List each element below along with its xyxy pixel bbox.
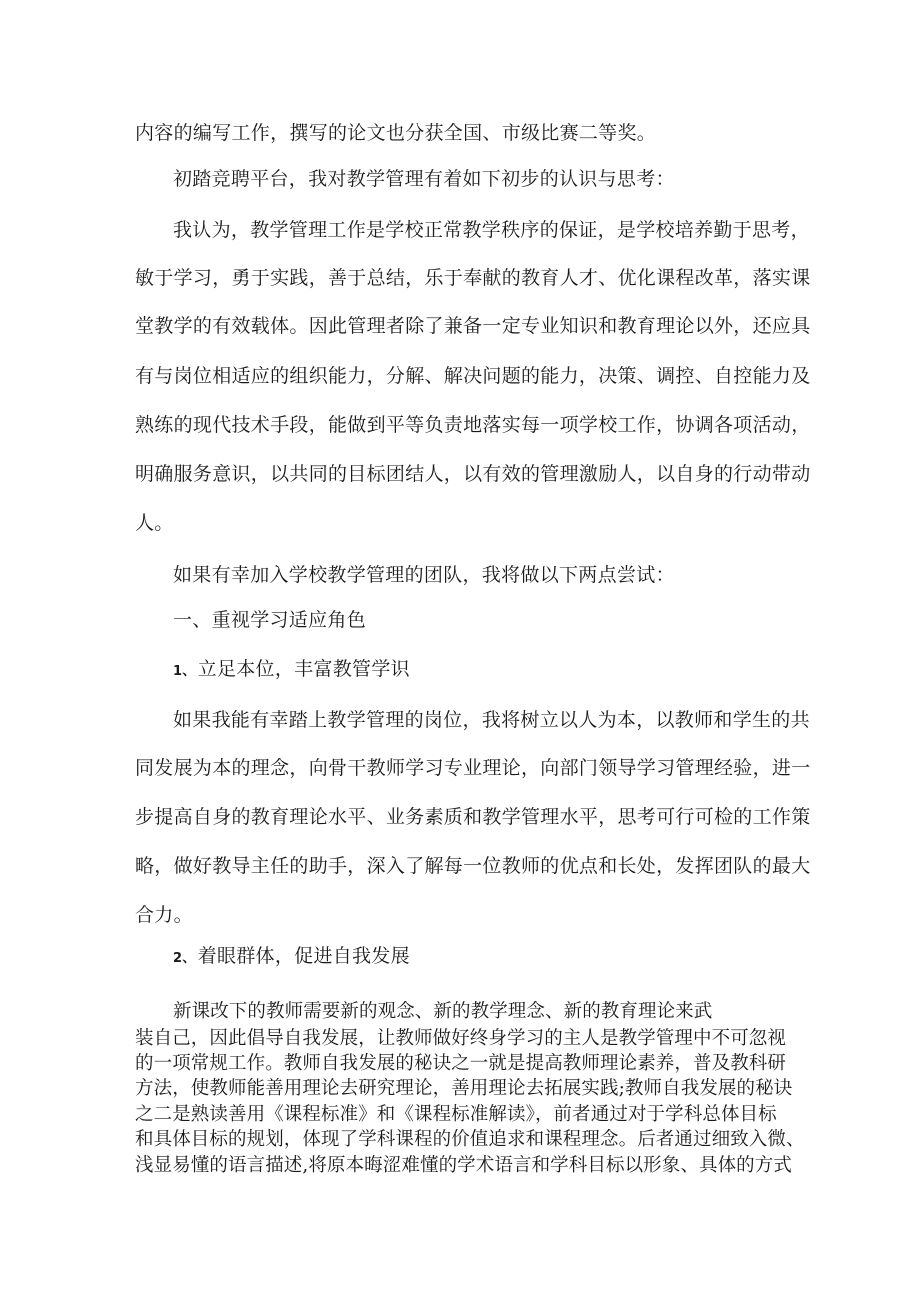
subsection-number: 1、 (173, 664, 196, 679)
paragraph-line: 我认为，教学管理工作是学校正常教学秩序的保证，是学校培养勤于思考， (173, 219, 810, 241)
paragraph-line: 方法，使教师能善用理论去研究理论，善用理论去拓展实践;教师自我发展的秘诀 (135, 1078, 793, 1099)
paragraph-line: 敏于学习，勇于实践，善于总结，乐于奉献的教育人才、优化课程改革，落实课 (135, 267, 811, 289)
paragraph-line: 装自己，因此倡导自我发展，让教师做好终身学习的主人是教学管理中不可忽视 (135, 1028, 787, 1049)
paragraph-line: 内容的编写工作，撰写的论文也分获全国、市级比赛二等奖。 (135, 122, 657, 144)
paragraph-line: 略，做好教导主任的助手，深入了解每一位教师的优点和长处，发挥团队的最大 (135, 855, 811, 877)
paragraph-line: 新课改下的教师需要新的观念、新的教学理念、新的教育理论来武 (173, 1001, 713, 1022)
subsection-title: 着眼群体，促进自我发展 (197, 945, 410, 967)
subsection-heading-2 (173, 944, 410, 971)
section-heading: 一、重视学习适应角色 (173, 609, 367, 631)
paragraph-line: 有与岗位相适应的组织能力，分解、解决问题的能力，决策、调控、自控能力及 (135, 365, 811, 387)
paragraph-line: 合力。 (135, 904, 193, 926)
paragraph-line: 堂教学的有效载体。因此管理者除了兼备一定专业知识和教育理论以外，还应具 (135, 315, 811, 337)
paragraph-line: 浅显易懂的语言描述,将原本晦涩难懂的学术语言和学科目标以形象、具体的方式 (135, 1155, 792, 1176)
paragraph-line: 如果我能有幸踏上教学管理的岗位，我将树立以人为本，以教师和学生的共 (173, 709, 810, 731)
paragraph-line: 初踏竞聘平台，我对教学管理有着如下初步的认识与思考： (173, 168, 675, 190)
paragraph-line: 人。 (135, 512, 174, 534)
paragraph-line: 之二是熟读善用《课程标准》和《课程标准解读》，前者通过对于学科总体目标 (135, 1104, 777, 1125)
paragraph-line: 熟练的现代技术手段，能做到平等负责地落实每一项学校工作，协调各项活动， (135, 414, 811, 436)
subsection-heading-1 (173, 657, 410, 684)
paragraph-line: 的一项常规工作。教师自我发展的秘诀之一就是提高教师理论素养，普及教科研 (135, 1053, 787, 1074)
paragraph-line: 步提高自身的教育理论水平、业务素质和教学管理水平，思考可行可检的工作策 (135, 806, 811, 828)
paragraph-line: 如果有幸加入学校教学管理的团队，我将做以下两点尝试： (173, 564, 675, 586)
paragraph-line: 同发展为本的理念，向骨干教师学习专业理论，向部门领导学习管理经验，进一 (135, 757, 811, 779)
paragraph-line: 和具体目标的规划，体现了学科课程的价值追求和课程理念。后者通过细致入微、 (135, 1129, 805, 1150)
paragraph-line: 明确服务意识，以共同的目标团结人，以有效的管理激励人，以自身的行动带动 (135, 463, 811, 485)
subsection-title: 立足本位，丰富教管学识 (197, 658, 410, 680)
subsection-number: 2、 (173, 951, 196, 966)
